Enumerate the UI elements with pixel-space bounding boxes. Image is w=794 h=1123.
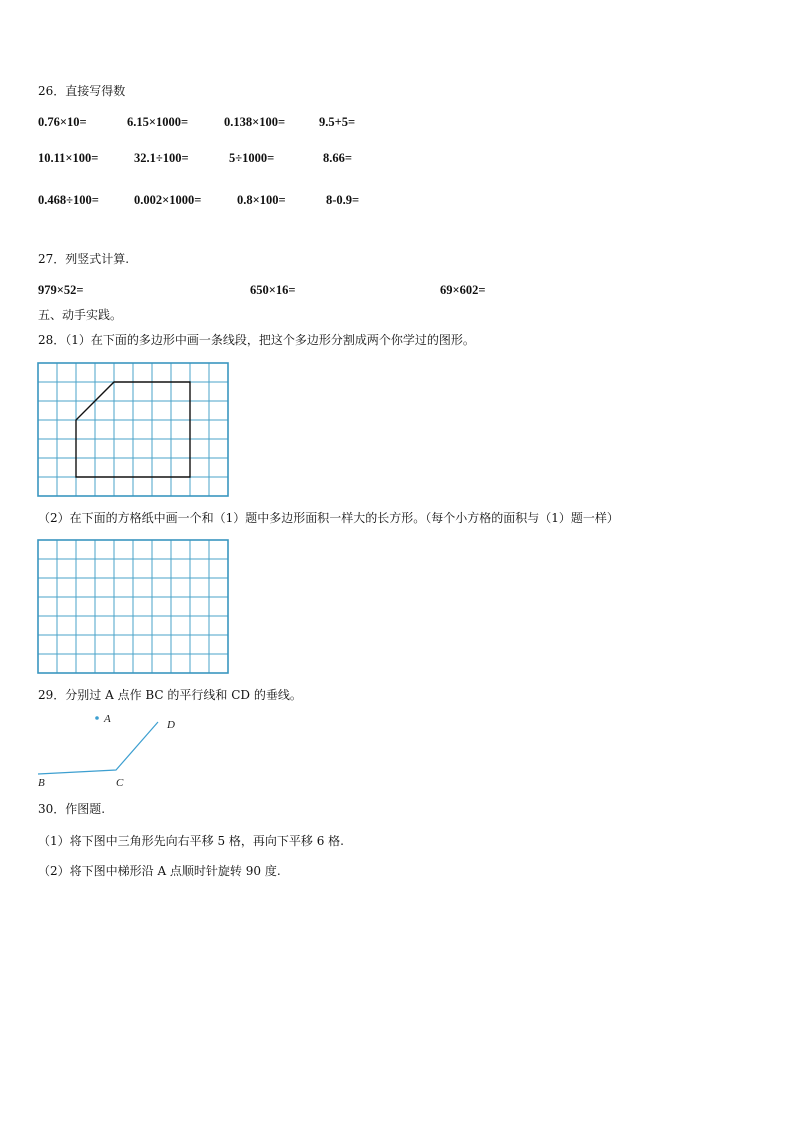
- q30-title: 30．作图题.: [38, 802, 106, 816]
- label-c: C: [116, 777, 124, 789]
- q26-r1-c1: 0.76×10=: [38, 115, 87, 129]
- q27-item-2: 650×16=: [250, 283, 296, 297]
- q28-part1-text: 28．（1）在下面的多边形中画一条线段，把这个多边形分割成两个你学过的图形。: [38, 333, 475, 347]
- q26-r2-c1: 10.11×100=: [38, 151, 99, 165]
- label-b: B: [38, 777, 45, 789]
- grid-lines: [38, 363, 228, 496]
- q26-r2-c4: 8.66=: [323, 151, 352, 165]
- q26-title: 26．直接写得数: [38, 84, 126, 98]
- q26-r3-c2: 0.002×1000=: [134, 193, 202, 207]
- q28-grid-2[interactable]: [38, 540, 228, 674]
- q30-part1: （1）将下图中三角形先向右平移 5 格，再向下平移 6 格.: [38, 834, 344, 848]
- q30-part2: （2）将下图中梯形沿 A 点顺时针旋转 90 度.: [38, 864, 281, 878]
- q26-r1-c2: 6.15×1000=: [127, 115, 189, 129]
- q27-item-1: 979×52=: [38, 283, 84, 297]
- line-bcd: [38, 722, 158, 774]
- q28-part2-text: （2）在下面的方格纸中画一个和（1）题中多边形面积一样大的长方形。（每个小方格的面积与（1）题一样）: [38, 511, 619, 525]
- label-a: A: [104, 713, 111, 725]
- q26-r2-c2: 32.1÷100=: [134, 151, 189, 165]
- q26-r3-c1: 0.468÷100=: [38, 193, 99, 207]
- point-a-dot: [95, 716, 99, 720]
- q29-figure[interactable]: [30, 710, 200, 792]
- q27-title: 27．列竖式计算.: [38, 252, 130, 266]
- section-5-title: 五、动手实践。: [38, 308, 123, 322]
- q26-r1-c3: 0.138×100=: [224, 115, 286, 129]
- q26-r1-c4: 9.5+5=: [319, 115, 356, 129]
- q29-title: 29．分别过 A 点作 BC 的平行线和 CD 的垂线。: [38, 688, 302, 702]
- q26-r2-c3: 5÷1000=: [229, 151, 275, 165]
- q28-grid-1[interactable]: [38, 363, 228, 497]
- q27-item-3: 69×602=: [440, 283, 486, 297]
- grid-lines: [38, 540, 228, 673]
- label-d: D: [167, 719, 175, 731]
- q26-r3-c3: 0.8×100=: [237, 193, 286, 207]
- q26-r3-c4: 8-0.9=: [326, 193, 360, 207]
